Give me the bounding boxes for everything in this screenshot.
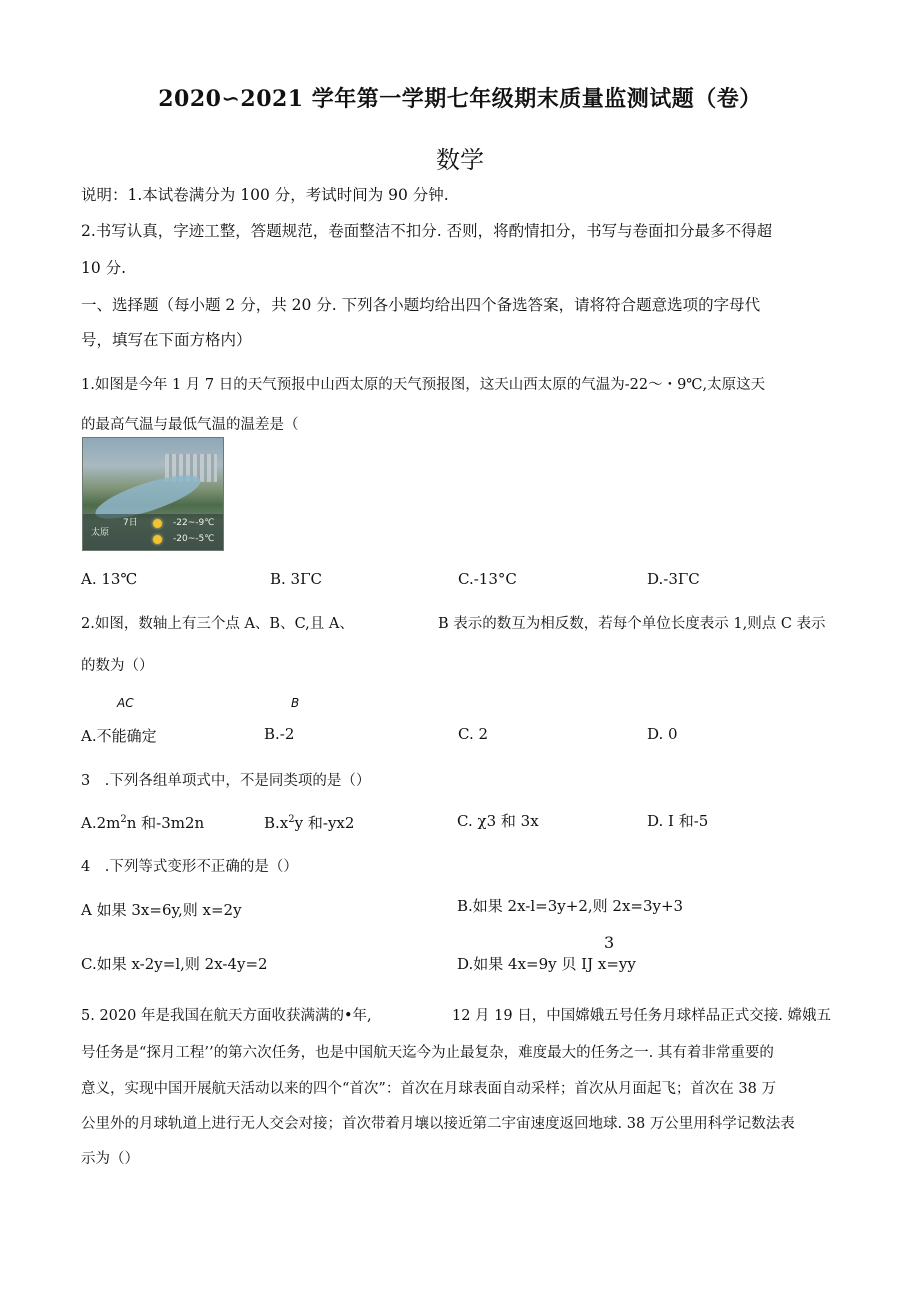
q2-option-b: B.-2: [264, 725, 295, 743]
q3-option-d: D. I 和-5: [647, 812, 709, 830]
q3-option-a-text: n 和-3m2n: [126, 814, 205, 832]
q1-option-a: A. 13℃: [81, 570, 138, 588]
q5-stem-right: 12 月 19 日，中国嫦娥五号任务月球样品正式交接. 嫦娥五: [452, 1008, 831, 1024]
q3-stem: 3 .下列各组单项式中，不是同类项的是（）: [81, 773, 371, 789]
fraction-numerator: 3: [604, 933, 615, 952]
instructions-line-1: 说明：1.本试卷满分为 100 分，考试时间为 90 分钟.: [81, 186, 449, 204]
subject-heading: 数学: [436, 146, 484, 174]
q5-stem-line-3: 意义，实现中国开展航天活动以来的四个“首次”：首次在月球表面自动采样；首次从月面起飞；首次在 38 万: [81, 1081, 776, 1097]
instructions-line-2: 2.书写认真，字迹工整，答题规范，卷面整洁不扣分. 否则，将酌情扣分，书写与卷面扣分最多不得超: [81, 222, 773, 240]
q1-stem: 1.如图是今年 1 月 7 日的天气预报中山西太原的天气预报图，这天山西太原的气温为-22～・9℃,太原这天: [81, 377, 766, 393]
q5-stem-line-2: 号任务是“探月工程’’的第六次任务，也是中国航天迄今为止最复杂，难度最大的任务之一. 其有着非常重要的: [81, 1045, 774, 1061]
q3-option-b-text: y 和-yx2: [294, 814, 355, 832]
q1-option-d: D.-3ΓC: [647, 570, 700, 588]
q5-stem: 5. 2020 年是我国在航天方面收获满满的•年,: [81, 1008, 372, 1024]
sun-icon: [153, 535, 162, 544]
q3-option-a-exponent: 2: [120, 814, 127, 825]
q4-option-b: B.如果 2x-l=3y+2,则 2x=3y+3: [457, 897, 684, 915]
section-heading: 一、选择题（每小题 2 分，共 20 分. 下列各小题均给出四个备选答案，请将符合题意选项的字母代: [81, 296, 761, 314]
photo-temp-label: -20~-5℃: [173, 534, 215, 544]
q5-stem-line-4: 公里外的月球轨道上进行无人交会对接；首次带着月壤以接近第二宇宙速度返回地球. 38 万公里用科学记数法表: [81, 1116, 795, 1132]
q2-stem: 2.如图，数轴上有三个点 A、B、C,且 A、: [81, 616, 354, 632]
number-line-label-ac: AC: [117, 696, 134, 710]
section-heading-cont: 号，填写在下面方格内）: [81, 331, 252, 349]
exam-title: 2020∽2021 学年第一学期七年级期末质量监测试题（卷）: [158, 86, 762, 112]
q3-option-a: [81, 812, 204, 833]
q3-option-b-text: B.x: [264, 814, 289, 832]
q4-stem: 4 .下列等式变形不正确的是（）: [81, 859, 298, 875]
q4-option-d: D.如果 4x=9y 贝 IJ x=yy: [457, 955, 636, 973]
q2-option-d: D. 0: [647, 725, 678, 743]
q4-option-c: C.如果 x-2y=l,则 2x-4y=2: [81, 955, 268, 973]
photo-day-label: 7日: [123, 518, 138, 528]
photo-temp-label: -22~-9℃: [173, 518, 215, 528]
q2-stem-cont: 的数为（）: [81, 658, 154, 674]
q2-stem-right: B 表示的数互为相反数，若每个单位长度表示 1,则点 C 表示: [438, 616, 826, 632]
number-line-label-b: B: [291, 696, 300, 710]
photo-city-label: 太原: [91, 528, 110, 538]
sun-icon: [153, 519, 162, 528]
instructions-line-2-cont: 10 分.: [81, 259, 127, 277]
q3-option-b-exponent: 2: [288, 814, 295, 825]
q4-option-a: A 如果 3x=6y,则 x=2y: [81, 901, 242, 919]
q2-option-a: A.不能确定: [81, 727, 157, 745]
q3-option-a-text: A.2m: [81, 814, 121, 832]
weather-forecast-photo: [82, 437, 224, 551]
q5-stem-line-5: 示为（）: [81, 1151, 139, 1167]
q2-option-c: C. 2: [458, 725, 489, 743]
q3-option-c: C. χ3 和 3x: [457, 812, 539, 830]
q1-option-c: C.-13°C: [458, 570, 517, 588]
q3-option-b: [264, 812, 354, 833]
q1-stem-cont: 的最高气温与最低气温的温差是（: [81, 417, 299, 433]
q1-option-b: B. 3ΓC: [270, 570, 322, 588]
